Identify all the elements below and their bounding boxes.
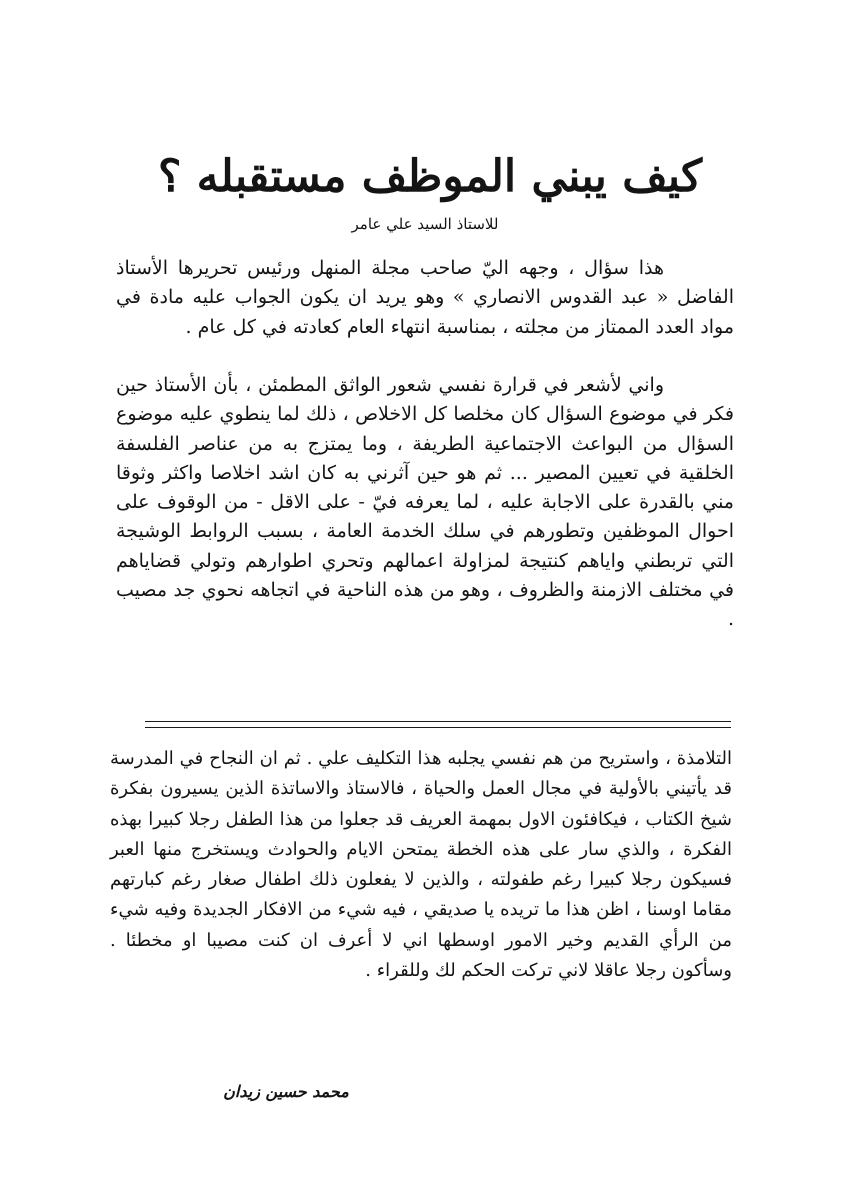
article-title: كيف يبني الموظف مستقبله ؟ — [157, 151, 703, 202]
author-signature: محمد حسين زيدان — [223, 1082, 349, 1101]
section-divider — [145, 721, 731, 728]
paragraph-2: واني لأشعر في قرارة نفسي شعور الواثق المطمئن ، بأن الأستاذ حين فكر في موضوع السؤال كان مخلصا كل الاخلاص ، ذلك لما ينطوي عليه موضوع السؤال من البواعث الاجتماعية الطريفة ، وما يمتزج به من عناصر الفلسفة الخلقية في تعيين المصير ... ثم هو حين آثرني به كان اشد اخلاصا واكثر وثوقا مني بالقدرة على الاجابة عليه ، لما يعرفه فيّ - على الاقل - من الوقوف على احوال الموظفين وتطورهم في سلك الخدمة العامة ، بسبب الروابط الوشيجة التي تربطني واياهم كنتيجة لمزاولة اعمالهم وتحري اطوارهم وتولي قضاياهم في مختلف الازمنة والظروف ، وهو من هذه الناحية في اتجاهه نحوي جد مصيب . — [116, 374, 734, 631]
paragraph-1: هذا سؤال ، وجهه اليّ صاحب مجلة المنهل ورئيس تحريرها الأستاذ الفاضل « عبد القدوس الانصاري » وهو يريد ان يكون الجواب عليه مادة في مواد العدد الممتاز من مجلته ، بمناسبة انتهاء العام كعادته في كل عام . — [116, 257, 734, 338]
author-byline: للاستاذ السيد علي عامر — [351, 215, 499, 233]
paragraph-3: التلامذة ، واستريح من هم نفسي يجلبه هذا التكليف علي . ثم ان النجاح في المدرسة قد يأتيني بالأولية في مجال العمل والحياة ، فالاستاذ والاساتذة الذين يسيرون بفكرة شيخ الكتاب ، فيكافئون الاول بمهمة العريف قد جعلوا من هذا الطفل رجلا كبيرا بهذه الفكرة ، والذي سار على هذه الخطة يمتحن الايام والحوادث ويستخرج منها العبر فسيكون رجلا كبيرا رغم طفولته ، والذين لا يفعلون ذلك اطفال صغار رغم كبارتهم مقاما اوسنا ، اظن هذا ما تريده يا صديقي ، فيه شيء من الافكار الجديدة وفيه شيء من الرأي القديم وخير الامور اوسطها اني لا أعرف ان كنت مصيبا او مخطئا . وسأكون رجلا عاقلا لاني تركت الحكم لك وللقراء . — [110, 748, 732, 982]
